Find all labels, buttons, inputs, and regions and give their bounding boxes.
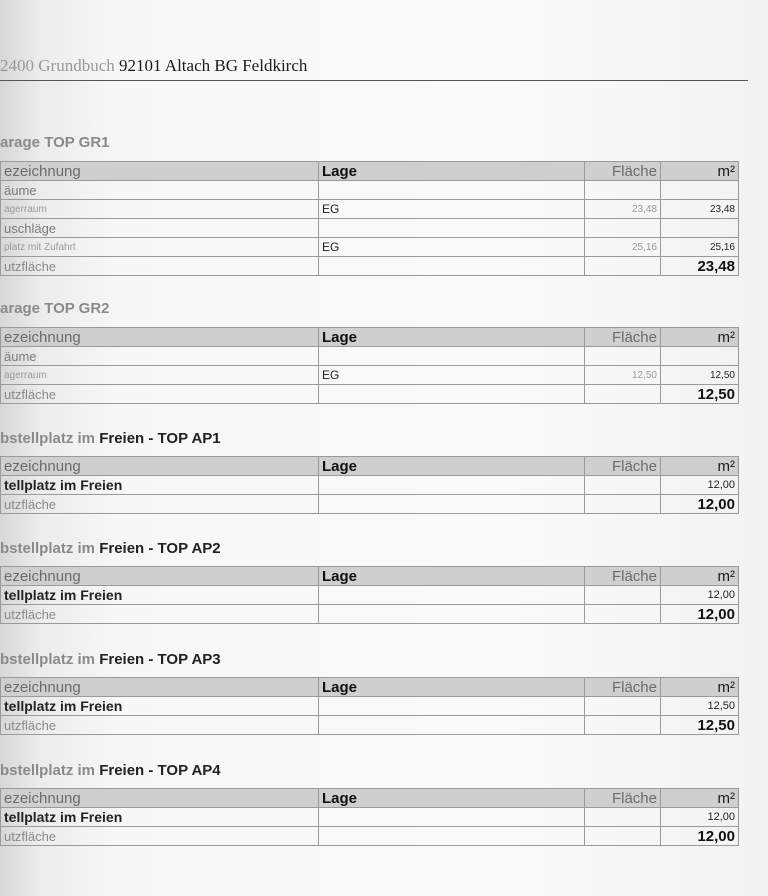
column-header-m2: m²: [661, 567, 739, 586]
cell-bezeichnung: utzfläche: [1, 495, 319, 514]
table-row: [1, 808, 739, 827]
cell-bezeichnung: tellplatz im Freien: [1, 586, 319, 605]
section-title: [0, 651, 740, 668]
cell-lage: [319, 605, 585, 624]
area-table: [0, 788, 739, 846]
cell-lage: [319, 697, 585, 716]
section-title: [0, 430, 740, 447]
column-header-bezeichnung: ezeichnung: [1, 789, 319, 808]
cell-flaeche: [585, 476, 661, 495]
cell-lage: [319, 716, 585, 735]
table-header-row: [1, 678, 739, 697]
table-row: [1, 586, 739, 605]
column-header-m2: m²: [661, 678, 739, 697]
cell-bezeichnung: uschläge: [1, 219, 319, 238]
cell-bezeichnung: tellplatz im Freien: [1, 476, 319, 495]
table-row: [1, 219, 739, 238]
total-row: [1, 716, 739, 735]
cell-flaeche: [585, 827, 661, 846]
section-title-prefix: bstellplatz im: [0, 430, 96, 447]
cell-m2: 23,48: [661, 200, 739, 219]
column-header-bezeichnung: ezeichnung: [1, 678, 319, 697]
cell-lage: [319, 385, 585, 404]
cell-bezeichnung: utzfläche: [1, 605, 319, 624]
table-row: [1, 366, 739, 385]
cell-m2: 12,00: [661, 827, 739, 846]
total-row: [1, 385, 739, 404]
cell-flaeche: [585, 495, 661, 514]
cell-m2: 12,00: [661, 586, 739, 605]
cell-lage: [319, 827, 585, 846]
section-title-main: Freien - TOP AP4: [95, 762, 221, 779]
cell-flaeche: 12,50: [585, 366, 661, 385]
section-title: [0, 134, 740, 151]
table-row: [1, 200, 739, 219]
cell-m2: 23,48: [661, 257, 739, 276]
total-row: [1, 495, 739, 514]
cell-lage: [319, 257, 585, 276]
cell-m2: 12,00: [661, 476, 739, 495]
column-header-bezeichnung: ezeichnung: [1, 457, 319, 476]
table-row: [1, 476, 739, 495]
cell-flaeche: [585, 181, 661, 200]
cell-lage: EG: [319, 366, 585, 385]
cell-bezeichnung: utzfläche: [1, 257, 319, 276]
section-title-main: Freien - TOP AP2: [95, 540, 221, 557]
cell-flaeche: [585, 808, 661, 827]
column-header-lage: Lage: [319, 789, 585, 808]
column-header-lage: Lage: [319, 567, 585, 586]
table-row: [1, 181, 739, 200]
column-header-bezeichnung: ezeichnung: [1, 162, 319, 181]
section-title-prefix: arage TOP GR1: [0, 134, 110, 151]
column-header-bezeichnung: ezeichnung: [1, 328, 319, 347]
table-header-row: [1, 567, 739, 586]
cell-m2: 25,16: [661, 238, 739, 257]
cell-m2: 12,50: [661, 697, 739, 716]
cell-lage: EG: [319, 238, 585, 257]
cell-lage: EG: [319, 200, 585, 219]
section-title: [0, 540, 740, 557]
cell-bezeichnung: agerraum: [1, 200, 319, 219]
section-title-prefix: arage TOP GR2: [0, 300, 110, 317]
total-row: [1, 605, 739, 624]
section-title-main: Freien - TOP AP1: [95, 430, 221, 447]
table-header-row: [1, 457, 739, 476]
cell-flaeche: [585, 257, 661, 276]
column-header-lage: Lage: [319, 678, 585, 697]
column-header-m2: m²: [661, 162, 739, 181]
document-header: [0, 56, 748, 81]
column-header-bezeichnung: ezeichnung: [1, 567, 319, 586]
cell-bezeichnung: tellplatz im Freien: [1, 697, 319, 716]
cell-lage: [319, 219, 585, 238]
cell-lage: [319, 808, 585, 827]
cell-lage: [319, 476, 585, 495]
column-header-flaeche: Fläche: [585, 457, 661, 476]
column-header-lage: Lage: [319, 162, 585, 181]
column-header-m2: m²: [661, 328, 739, 347]
cell-bezeichnung: agerraum: [1, 366, 319, 385]
cell-bezeichnung: äume: [1, 181, 319, 200]
column-header-flaeche: Fläche: [585, 789, 661, 808]
table-row: [1, 347, 739, 366]
column-header-m2: m²: [661, 789, 739, 808]
cell-m2: [661, 347, 739, 366]
header-prefix: 2400 Grundbuch: [0, 56, 115, 75]
cell-bezeichnung: tellplatz im Freien: [1, 808, 319, 827]
section-title: [0, 300, 740, 317]
cell-m2: [661, 219, 739, 238]
cell-m2: 12,50: [661, 385, 739, 404]
cell-flaeche: [585, 586, 661, 605]
cell-m2: 12,50: [661, 366, 739, 385]
cell-flaeche: [585, 697, 661, 716]
column-header-m2: m²: [661, 457, 739, 476]
cell-flaeche: 23,48: [585, 200, 661, 219]
area-table: [0, 677, 739, 735]
cell-lage: [319, 586, 585, 605]
area-table: [0, 456, 739, 514]
cell-flaeche: [585, 385, 661, 404]
column-header-flaeche: Fläche: [585, 678, 661, 697]
cell-flaeche: [585, 219, 661, 238]
cell-lage: [319, 495, 585, 514]
cell-bezeichnung: utzfläche: [1, 716, 319, 735]
section-title: [0, 762, 740, 779]
column-header-lage: Lage: [319, 328, 585, 347]
cell-flaeche: [585, 347, 661, 366]
header-title: 92101 Altach BG Feldkirch: [114, 56, 308, 75]
table-row: [1, 238, 739, 257]
cell-lage: [319, 347, 585, 366]
cell-m2: [661, 181, 739, 200]
cell-m2: 12,50: [661, 716, 739, 735]
section-title-prefix: bstellplatz im: [0, 540, 96, 557]
table-header-row: [1, 789, 739, 808]
column-header-flaeche: Fläche: [585, 567, 661, 586]
area-table: [0, 327, 739, 404]
area-table: [0, 566, 739, 624]
area-table: [0, 161, 739, 276]
cell-lage: [319, 181, 585, 200]
column-header-flaeche: Fläche: [585, 328, 661, 347]
table-row: [1, 697, 739, 716]
cell-flaeche: [585, 716, 661, 735]
total-row: [1, 827, 739, 846]
column-header-flaeche: Fläche: [585, 162, 661, 181]
section-title-prefix: bstellplatz im: [0, 651, 96, 668]
total-row: [1, 257, 739, 276]
cell-bezeichnung: äume: [1, 347, 319, 366]
cell-bezeichnung: platz mit Zufahrt: [1, 238, 319, 257]
section-title-prefix: bstellplatz im: [0, 762, 96, 779]
section-title-main: Freien - TOP AP3: [95, 651, 221, 668]
cell-bezeichnung: utzfläche: [1, 827, 319, 846]
column-header-lage: Lage: [319, 457, 585, 476]
cell-m2: 12,00: [661, 808, 739, 827]
table-header-row: [1, 328, 739, 347]
table-header-row: [1, 162, 739, 181]
cell-flaeche: 25,16: [585, 238, 661, 257]
cell-flaeche: [585, 605, 661, 624]
cell-m2: 12,00: [661, 495, 739, 514]
cell-m2: 12,00: [661, 605, 739, 624]
cell-bezeichnung: utzfläche: [1, 385, 319, 404]
